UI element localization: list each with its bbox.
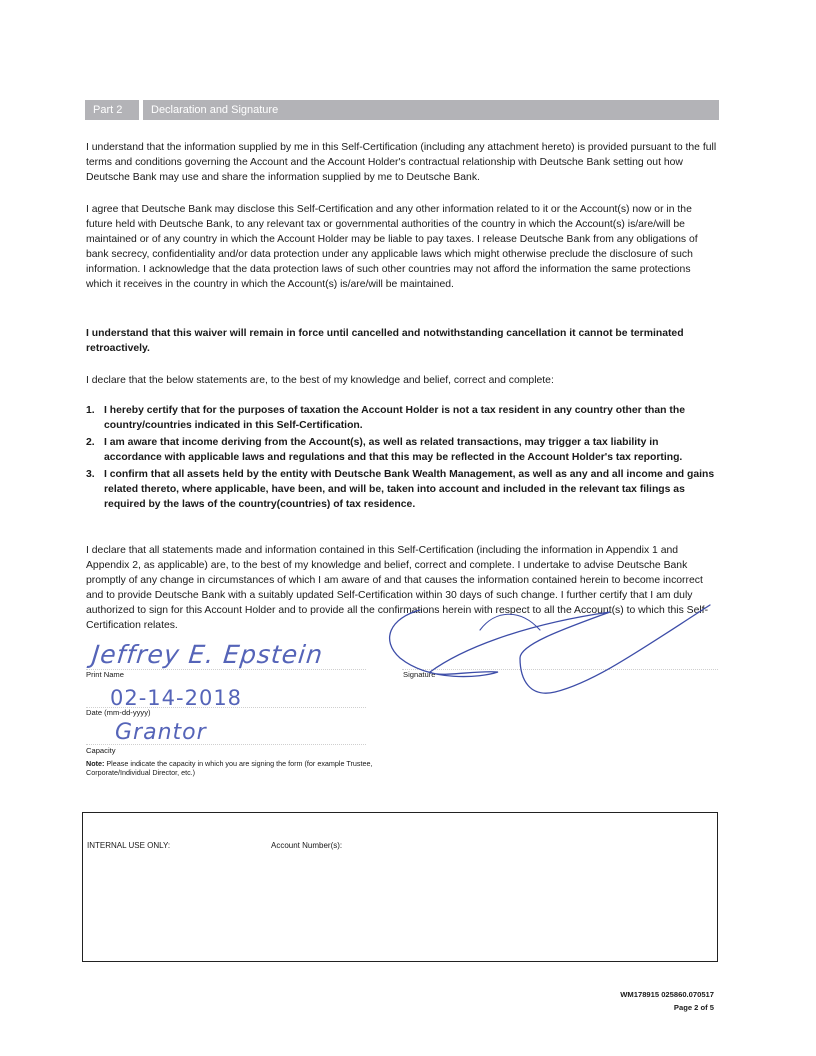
- account-number-label: Account Number(s):: [271, 841, 343, 850]
- statement-number: 3.: [86, 469, 95, 480]
- statement-item: [86, 403, 718, 433]
- statement-list: [86, 403, 718, 514]
- section-title: Declaration and Signature: [151, 104, 279, 116]
- document-code: WM178915 025860.070517: [620, 990, 714, 999]
- date-label: Date (mm-dd-yyyy): [86, 708, 151, 717]
- signature-label: Signature: [403, 670, 436, 679]
- paragraph-information-supplied: I understand that the information supplied by me in this Self-Certification (including any attachment hereto) is provided pursuant to the full terms and conditions governing the Account and the Account Holder's contractual relationship with Deutsche Bank setting out how Deutsche Bank may use and share the information supplied by me to Deutsche Bank.: [86, 142, 717, 183]
- internal-use-label: INTERNAL USE ONLY:: [87, 841, 171, 850]
- paragraph-disclosure-consent: I agree that Deutsche Bank may disclose this Self-Certification and any other information related to it or the Account(s) now or in the future held with Deutsche Bank, to any relevant tax or governmental authorities of the country in which the Account(s) is/are/will be maintained or of any country in which the Account Holder may be liable to pay taxes. I release Deutsche Bank from any obligations of bank secrecy, confidentiality and/or data protection under any applicable laws which might otherwise preclude the disclosure of such information. I acknowledge that the data protection laws of such other countries may not afford the information the same protections which it receives in the country in which the Account(s) is/are/will be maintained.: [86, 204, 698, 290]
- paragraph-waiver: I understand that this waiver will remain in force until cancelled and notwithstanding cancellation it cannot be terminated retroactively.: [86, 328, 684, 354]
- section-part-label: Part 2: [85, 100, 143, 120]
- statement-text: I confirm that all assets held by the entity with Deutsche Bank Wealth Management, as well as any and all income and gains related thereto, where applicable, have been, and will be, taken into account and included in the relevant tax filings as required by the laws of the country(countries) of tax residence.: [104, 469, 715, 510]
- paragraph-final-declaration: I declare that all statements made and information contained in this Self-Certification (including the information in Appendix 1 and Appendix 2, as applicable) are, to the best of my knowledge and belief, correct and complete. I undertake to advise Deutsche Bank promptly of any change in circumstances of which I am aware of and that causes the information contained herein to become incorrect and to provide Deutsche Bank with a suitably updated Self-Certification within 30 days of such change. I further certify that I am duly authorized to sign for this Account Holder and to provide all the confirmations herein with respect to all the Account(s) to which this Self-Certification relates.: [86, 545, 709, 631]
- print-name-handwritten: Jeffrey E. Epstein: [90, 640, 325, 669]
- print-name-line: [86, 669, 366, 670]
- note-text: Please indicate the capacity in which you are signing the form (for example Trustee, Corporate/Individual Director, etc.): [86, 759, 373, 777]
- paragraph-declare-statements: I declare that the below statements are, to the best of my knowledge and belief, correct and complete:: [86, 375, 554, 386]
- signature-scribble: [380, 600, 720, 700]
- print-name-label: Print Name: [86, 670, 124, 679]
- capacity-line: [86, 744, 366, 745]
- capacity-label: Capacity: [86, 746, 116, 755]
- internal-use-box: [82, 812, 718, 962]
- statement-item: [86, 435, 718, 465]
- note-bold-label: Note:: [86, 759, 105, 768]
- statement-number: 1.: [86, 405, 95, 416]
- statement-number: 2.: [86, 437, 95, 448]
- section-header-bar: [85, 100, 719, 120]
- statement-item: [86, 467, 718, 512]
- capacity-note: [86, 759, 386, 777]
- statement-text: I hereby certify that for the purposes of taxation the Account Holder is not a tax resident in any country other than the country/countries indicated in this Self-Certification.: [104, 405, 685, 431]
- date-handwritten: 02-14-2018: [110, 686, 243, 710]
- capacity-handwritten: Grantor: [115, 720, 207, 745]
- page-number: Page 2 of 5: [673, 1003, 714, 1012]
- statement-text: I am aware that income deriving from the Account(s), as well as related transactions, may trigger a tax liability in accordance with applicable laws and regulations and that this may be reflected in the Account Holder's tax reporting.: [104, 437, 683, 463]
